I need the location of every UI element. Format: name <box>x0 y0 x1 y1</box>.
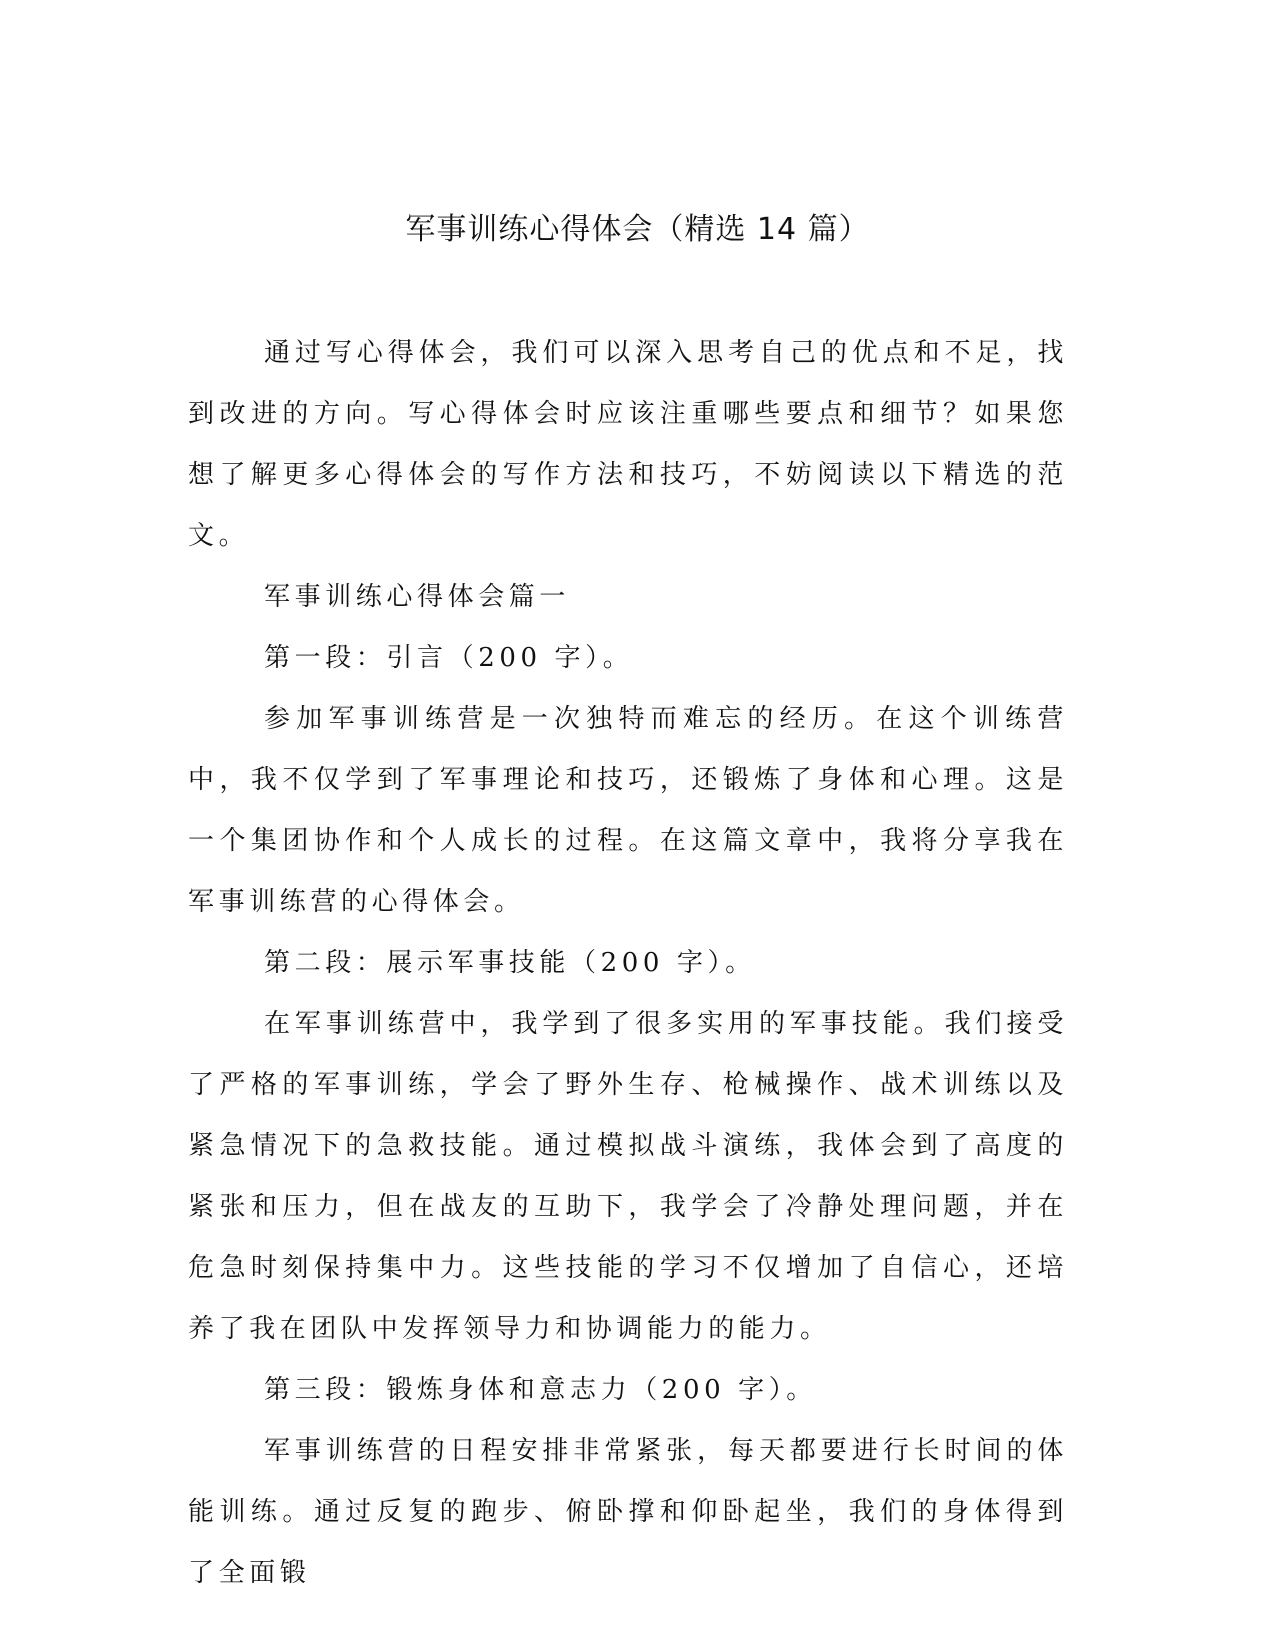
intro-paragraph: 通过写心得体会，我们可以深入思考自己的优点和不足，找到改进的方向。写心得体会时应该注重哪些要点和细节？如果您想了解更多心得体会的写作方法和技巧，不妨阅读以下精选的范文。 <box>188 338 1068 551</box>
document-title: 军事训练心得体会（精选 14 篇） <box>405 212 870 247</box>
paragraph-heading-2: 第二段：展示军事技能（200 字）。 <box>264 948 756 978</box>
paragraph-heading-3: 第三段：锻炼身体和意志力（200 字）。 <box>264 1375 817 1405</box>
body-paragraph-3: 军事训练营的日程安排非常紧张，每天都要进行长时间的体能训练。通过反复的跑步、俯卧撑和仰卧起坐，我们的身体得到了全面锻 <box>188 1436 1068 1588</box>
body-paragraph-1: 参加军事训练营是一次独特而难忘的经历。在这个训练营中，我不仅学到了军事理论和技巧，还锻炼了身体和心理。这是一个集团协作和个人成长的过程。在这篇文章中，我将分享我在军事训练营的心得体会。 <box>188 704 1068 917</box>
document-body <box>188 323 1068 1604</box>
section-heading: 军事训练心得体会篇一 <box>264 582 571 612</box>
paragraph-heading-1: 第一段：引言（200 字）。 <box>264 643 634 673</box>
body-paragraph-2: 在军事训练营中，我学到了很多实用的军事技能。我们接受了严格的军事训练，学会了野外生存、枪械操作、战术训练以及紧急情况下的急救技能。通过模拟战斗演练，我体会到了高度的紧张和压力，但在战友的互助下，我学会了冷静处理问题，并在危急时刻保持集中力。这些技能的学习不仅增加了自信心，还培养了我在团队中发挥领导力和协调能力的能力。 <box>188 1009 1068 1344</box>
